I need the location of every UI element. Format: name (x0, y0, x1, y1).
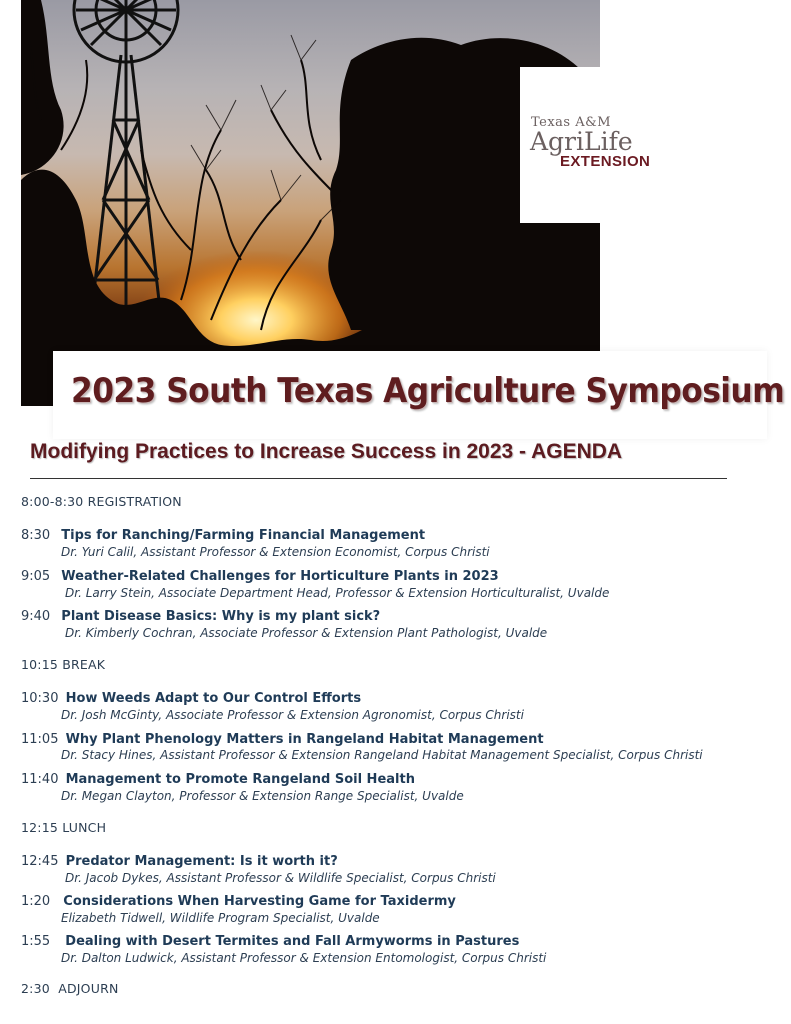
agenda-registration: 8:00-8:30 REGISTRATION (21, 494, 182, 509)
agenda-talk-title: Dealing with Desert Termites and Fall Armyworms in Pastures (65, 934, 520, 949)
agenda-speaker: Dr. Larry Stein, Associate Department Head, Professor & Extension Horticulturalist, Uvalde (65, 586, 610, 600)
agenda-speaker: Dr. Stacy Hines, Assistant Professor & Extension Rangeland Habitat Management Specialist, Corpus Christi (61, 748, 703, 762)
agenda-item-title (21, 768, 415, 787)
agenda-talk-title: Why Plant Phenology Matters in Rangeland Habitat Management (65, 732, 544, 747)
page-title: 2023 South Texas Agriculture Symposium (71, 371, 785, 411)
agenda-time: 8:30 (21, 528, 51, 543)
agenda-time: 9:05 (21, 569, 51, 584)
agenda-speaker: Dr. Dalton Ludwick, Assistant Professor & Extension Entomologist, Corpus Christi (61, 951, 547, 965)
agenda-item-title (21, 850, 338, 869)
agenda-speaker: Dr. Yuri Calil, Assistant Professor & Extension Economist, Corpus Christi (61, 545, 490, 559)
agenda-talk-title: Weather-Related Challenges for Horticulture Plants in 2023 (61, 569, 499, 584)
agenda-talk-title: How Weeds Adapt to Our Control Efforts (65, 691, 362, 706)
agenda-speaker: Dr. Jacob Dykes, Assistant Professor & Wildlife Specialist, Corpus Christi (65, 871, 496, 885)
agenda-item-title (21, 728, 544, 747)
agenda-talk-title: Considerations When Harvesting Game for Taxidermy (63, 894, 456, 909)
agenda-item-title (21, 565, 499, 584)
agenda-time: 11:40 (21, 772, 59, 787)
agenda-time: 11:05 (21, 732, 59, 747)
agenda-item-title (21, 605, 380, 624)
page-subtitle: Modifying Practices to Increase Success in 2023 - AGENDA (30, 440, 623, 463)
agenda-adjourn: 2:30 ADJOURN (21, 981, 119, 996)
agenda-break: 10:15 BREAK (21, 657, 106, 672)
agenda-speaker: Dr. Josh McGinty, Associate Professor & Extension Agronomist, Corpus Christi (61, 708, 524, 722)
agenda-talk-title: Predator Management: Is it worth it? (65, 854, 338, 869)
agenda-speaker: Dr. Kimberly Cochran, Associate Professor & Extension Plant Pathologist, Uvalde (65, 626, 548, 640)
logo-extension: EXTENSION (560, 153, 651, 170)
agenda-time: 9:40 (21, 609, 51, 624)
agenda-talk-title: Tips for Ranching/Farming Financial Management (61, 528, 426, 543)
agenda-time: 1:55 (21, 934, 51, 949)
agenda-talk-title: Plant Disease Basics: Why is my plant sick? (61, 609, 381, 624)
agenda-item-title (21, 524, 425, 543)
agenda-time: 12:45 (21, 854, 59, 869)
agenda-speaker: Dr. Megan Clayton, Professor & Extension Range Specialist, Uvalde (61, 789, 464, 803)
agenda-time: 10:30 (21, 691, 59, 706)
agenda-item-title (21, 930, 519, 949)
agenda-lunch: 12:15 LUNCH (21, 820, 107, 835)
logo-agrilife: AgriLife (530, 127, 633, 156)
agenda-time: 1:20 (21, 894, 51, 909)
agenda-item-title (21, 890, 456, 909)
logo-texas-am: Texas A&M (531, 115, 612, 130)
agenda-speaker: Elizabeth Tidwell, Wildlife Program Specialist, Uvalde (61, 911, 380, 925)
agenda-item-title (21, 687, 361, 706)
agenda-talk-title: Management to Promote Rangeland Soil Health (65, 772, 415, 787)
